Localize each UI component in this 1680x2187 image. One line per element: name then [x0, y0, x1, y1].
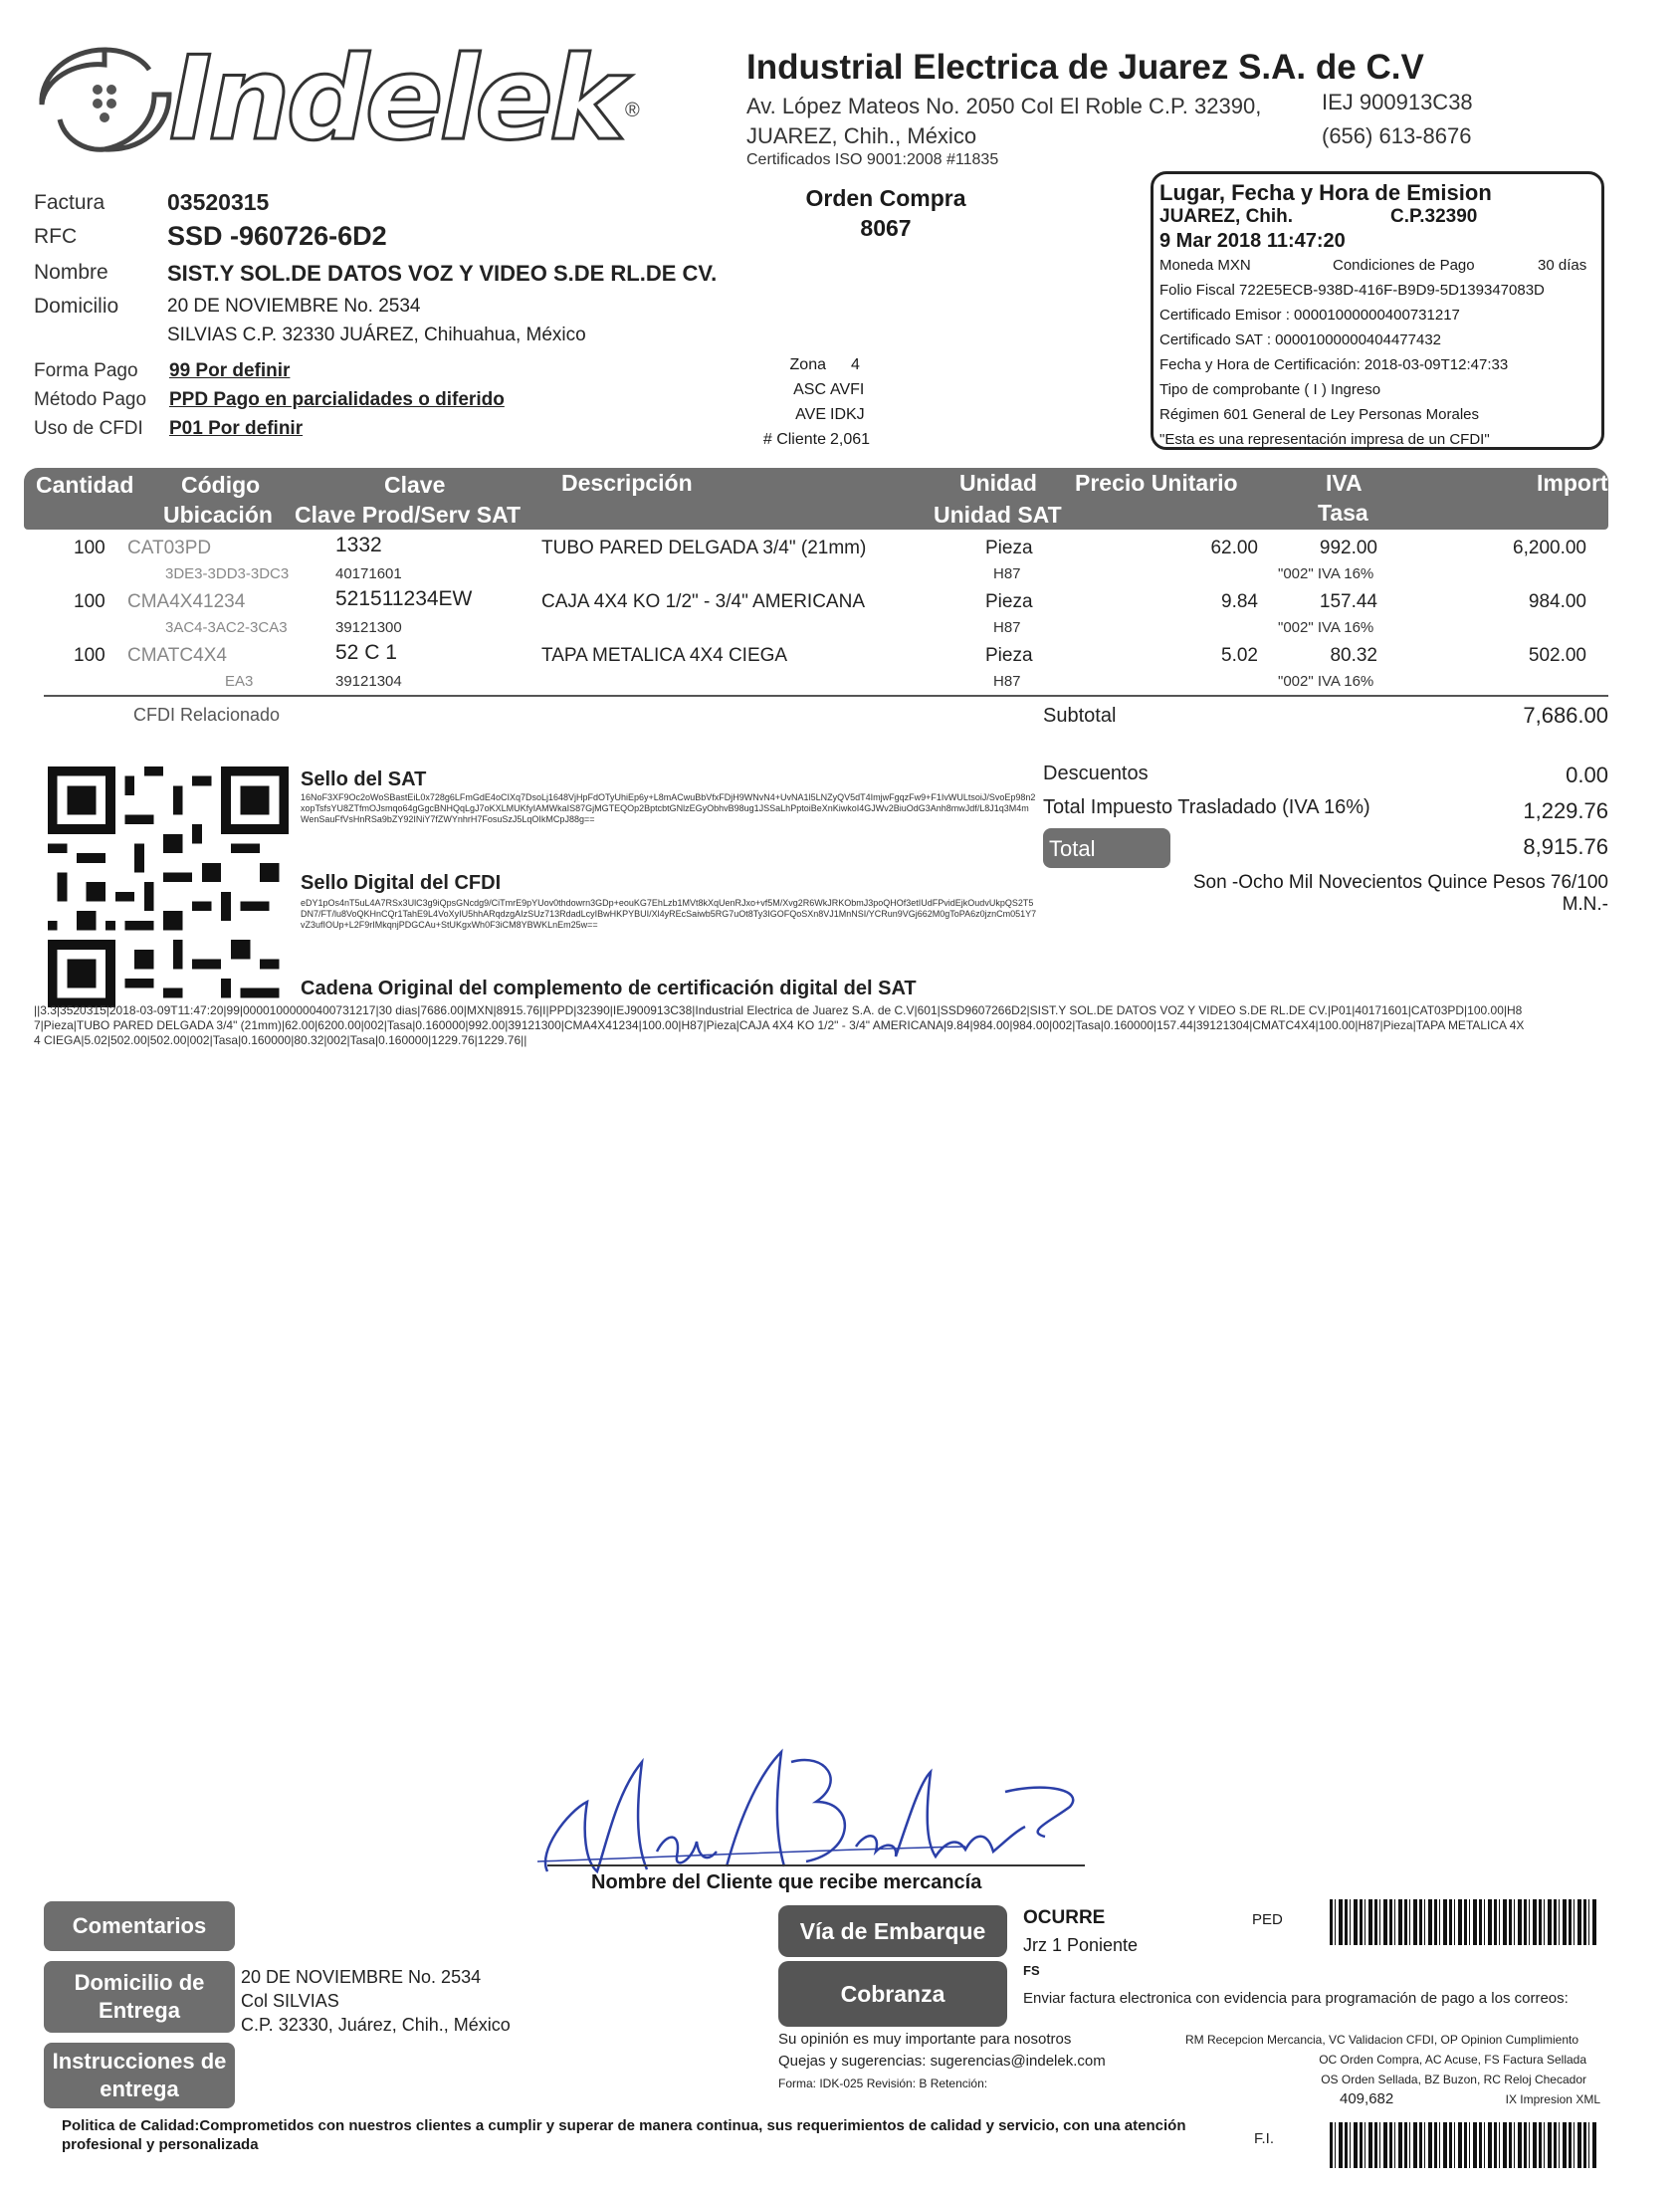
ocurre-text: OCURRE — [1023, 1907, 1106, 1928]
sello-sat-title: Sello del SAT — [301, 768, 427, 790]
factura-number: 03520315 — [167, 189, 270, 215]
row-codigo: CAT03PD — [127, 538, 212, 558]
row-clave: 521511234EW — [335, 587, 473, 610]
emision-lugar: JUAREZ, Chih. — [1159, 206, 1294, 227]
entrega-line1: 20 DE NOVIEMBRE No. 2534 — [241, 1967, 482, 1987]
row-codigo: CMA4X41234 — [127, 591, 246, 612]
moneda: Moneda MXN — [1159, 257, 1251, 274]
orden-compra-number: 8067 — [860, 215, 912, 241]
row-clave-sat: 39121304 — [335, 673, 402, 690]
cobranza-label: Cobranza — [778, 1961, 1007, 2027]
politica-calidad: Politica de Calidad:Comprometidos con nuestros clientes a cumplir y superar de manera continua, sus requerimientos de calidad y servicio, con una atención profesional y personalizada — [62, 2117, 1186, 2153]
representacion-impresa: "Esta es una representación impresa de un CFDI" — [1159, 431, 1490, 448]
quejas-text: Quejas y sugerencias: sugerencias@indelek.com — [778, 2053, 1106, 2070]
row-tasa: "002" IVA 16% — [1278, 673, 1374, 690]
header-precio-unitario: Precio Unitario — [1075, 470, 1238, 496]
via-embarque-label: Vía de Embarque — [778, 1905, 1007, 1957]
row-iva: 80.32 — [1330, 645, 1377, 666]
sello-cfdi-title: Sello Digital del CFDI — [301, 872, 502, 894]
fecha-certificacion: Fecha y Hora de Certificación: 2018-03-09T12:47:33 — [1159, 356, 1509, 373]
forma-pago-value: 99 Por definir — [169, 360, 291, 381]
row-iva: 992.00 — [1319, 538, 1377, 558]
row-unidad-sat: H87 — [993, 673, 1021, 690]
condiciones-dias: 30 días — [1538, 257, 1587, 274]
comentarios-label: Comentarios — [44, 1901, 235, 1951]
company-address-line2: JUAREZ, Chih., México — [746, 123, 977, 148]
row-unidad: Pieza — [985, 591, 1033, 612]
header-clave: Clave — [384, 472, 446, 498]
emision-title: Lugar, Fecha y Hora de Emision — [1159, 180, 1492, 205]
barcode-bottom — [1330, 2122, 1596, 2168]
row-ubicacion: 3DE3-3DD3-3DC3 — [165, 565, 290, 582]
rfc-label: RFC — [34, 225, 78, 248]
subtotal-value: 7,686.00 — [1523, 703, 1608, 728]
legend-os: OS Orden Sellada, BZ Buzon, RC Reloj Checador — [1321, 2073, 1586, 2086]
emision-box — [1151, 171, 1604, 450]
customer-name: SIST.Y SOL.DE DATOS VOZ Y VIDEO S.DE RL.DE CV. — [167, 261, 718, 286]
uso-cfdi-label: Uso de CFDI — [34, 418, 143, 439]
company-phone: (656) 613-8676 — [1322, 123, 1472, 148]
qr-code-icon — [44, 766, 293, 1007]
forma-pago-label: Forma Pago — [34, 360, 138, 381]
emision-fecha: 9 Mar 2018 11:47:20 — [1159, 230, 1346, 252]
enviar-factura-text: Enviar factura electronica con evidencia para programación de pago a los correos: — [1023, 1990, 1569, 2007]
barcode-top — [1330, 1899, 1596, 1945]
row-precio: 9.84 — [1221, 591, 1258, 612]
emision-cp: C.P.32390 — [1390, 206, 1478, 227]
cfdi-relacionado: CFDI Relacionado — [133, 705, 281, 725]
uso-cfdi-value: P01 Por definir — [169, 418, 304, 439]
row-tasa: "002" IVA 16% — [1278, 565, 1374, 582]
registered-mark: ® — [625, 100, 640, 121]
legend-rm: RM Recepcion Mercancia, VC Validacion CFDI, OP Opinion Cumplimiento — [1184, 2033, 1578, 2047]
impuesto-value: 1,229.76 — [1523, 798, 1608, 823]
row-precio: 62.00 — [1210, 538, 1258, 558]
folio-fiscal: Folio Fiscal 722E5ECB-938D-416F-B9D9-5D139347083D — [1159, 282, 1545, 299]
metodo-pago-label: Método Pago — [34, 389, 147, 410]
row-clave: 1332 — [335, 534, 382, 556]
certification-line: Certificados ISO 9001:2008 #11835 — [746, 151, 999, 168]
header-unidad: Unidad — [959, 470, 1037, 496]
ped-label: PED — [1252, 1911, 1283, 1928]
company-address-line1: Av. López Mateos No. 2050 Col El Roble C.P. 32390, — [746, 94, 1262, 118]
tipo-comprobante: Tipo de comprobante ( I ) Ingreso — [1159, 381, 1381, 398]
row-iva: 157.44 — [1319, 591, 1377, 612]
row-unidad: Pieza — [985, 645, 1033, 666]
row-precio: 5.02 — [1221, 645, 1258, 666]
header-tasa: Tasa — [1318, 500, 1368, 526]
table-row — [24, 643, 1608, 697]
asc-label: ASC — [793, 381, 826, 398]
row-cantidad: 100 — [74, 591, 105, 612]
row-tasa: "002" IVA 16% — [1278, 619, 1374, 636]
legend-ix: IX Impresion XML — [1505, 2092, 1600, 2106]
header-ubicacion: Ubicación — [163, 502, 273, 528]
legend-oc: OC Orden Compra, AC Acuse, FS Factura Sellada — [1319, 2053, 1586, 2067]
row-codigo: CMATC4X4 — [127, 645, 227, 666]
total-label: Total — [1049, 836, 1096, 861]
zona-value: 4 — [851, 356, 860, 373]
company-rfc: IEJ 900913C38 — [1322, 90, 1473, 114]
indelek-swirl-logo-icon — [30, 40, 179, 159]
domicilio-label: Domicilio — [34, 295, 119, 318]
descuentos-value: 0.00 — [1566, 763, 1608, 787]
handwritten-signature — [527, 1732, 1105, 1881]
total-label-pill — [1043, 828, 1170, 868]
customer-rfc: SSD -960726-6D2 — [167, 221, 387, 251]
row-ubicacion: 3AC4-3AC2-3CA3 — [165, 619, 288, 636]
row-clave-sat: 39121300 — [335, 619, 402, 636]
entrega-line2: Col SILVIAS — [241, 1991, 339, 2011]
items-table-body — [24, 536, 1608, 695]
header-clave-prod: Clave Prod/Serv SAT — [295, 502, 522, 528]
certificado-emisor: Certificado Emisor : 00001000000400731217 — [1159, 307, 1460, 324]
ave-label: AVE — [795, 406, 826, 423]
header-iva: IVA — [1326, 470, 1363, 496]
forma-revision-text: Forma: IDK-025 Revisión: B Retención: — [778, 2077, 988, 2090]
row-importe: 502.00 — [1528, 645, 1586, 666]
entrega-line3: C.P. 32330, Juárez, Chih., México — [241, 2015, 511, 2035]
certificado-sat: Certificado SAT : 00001000000404477432 — [1159, 331, 1442, 348]
customer-address-line1: 20 DE NOVIEMBRE No. 2534 — [167, 296, 421, 317]
condiciones-pago-label: Condiciones de Pago — [1333, 257, 1475, 274]
total-en-letra: Son -Ocho Mil Novecientos Quince Pesos 76/100 M.N.- — [1192, 872, 1608, 915]
signature-caption: Nombre del Cliente que recibe mercancía — [591, 1871, 982, 1893]
sello-sat-text: 16NoF3XF9Oc2oWoSBastEiL0x728g6LFmGdE4oCIXq7DsoLj1648VjHpFdOTyUhiEp6y+L8mACwuBbVfxFDjH9WNvN4+UvNA1l5LNZyQV5dT4ImjwFgqzFw9+F1IvWULtsoiJ/SvoEp98n2xopTsfsYU8ZTfmOJsmqo64gGgcBNHQqLgJ7oKXLMUKfyIAMWkaIS87GjMGTEQOp2BptcbtGNlzEGyObhvB98ug1JSSaLhPptoiBeXnKiwkoI4GJWv2BiuOdG3Anh8mwJdf/L8J1q3M4mWenSauFfVsHnRSa9bZY92INiY7fZWYnhrH7FosuSzJ5LqOIkMCpJ88g== — [301, 792, 1036, 824]
zona-label: Zona — [789, 356, 826, 373]
header-unidad-sat: Unidad SAT — [934, 502, 1062, 528]
total-value: 8,915.76 — [1523, 834, 1608, 859]
row-cantidad: 100 — [74, 538, 105, 558]
row-clave-sat: 40171601 — [335, 565, 402, 582]
domicilio-entrega-label: Domicilio de Entrega — [44, 1961, 235, 2033]
fs-text: FS — [1023, 1963, 1040, 1978]
regimen: Régimen 601 General de Ley Personas Morales — [1159, 406, 1480, 423]
cliente-value: 2,061 — [830, 431, 871, 448]
row-unidad: Pieza — [985, 538, 1033, 558]
asc-value: AVFI — [830, 381, 865, 398]
subtotal-label: Subtotal — [1043, 705, 1117, 727]
jrz-poniente-text: Jrz 1 Poniente — [1023, 1935, 1139, 1955]
customer-address-line2: SILVIAS C.P. 32330 JUÁREZ, Chihuahua, México — [167, 325, 586, 345]
nombre-label: Nombre — [34, 261, 108, 284]
company-name: Industrial Electrica de Juarez S.A. de C.V — [746, 48, 1424, 87]
table-row — [24, 536, 1608, 589]
impuesto-label: Total Impuesto Trasladado (IVA 16%) — [1043, 796, 1370, 818]
row-unidad-sat: H87 — [993, 565, 1021, 582]
cliente-label: # Cliente — [762, 431, 826, 448]
factura-label: Factura — [34, 191, 105, 214]
header-cantidad: Cantidad — [36, 472, 134, 498]
row-importe: 984.00 — [1528, 591, 1586, 612]
signature-line — [547, 1864, 1085, 1866]
orden-compra-label: Orden Compra — [805, 185, 966, 211]
descuentos-label: Descuentos — [1043, 763, 1149, 784]
ave-value: IDKJ — [830, 406, 865, 423]
row-importe: 6,200.00 — [1513, 538, 1586, 558]
header-codigo: Código — [181, 472, 261, 498]
header-importe: Importe — [1537, 470, 1621, 496]
row-unidad-sat: H87 — [993, 619, 1021, 636]
header-descripcion: Descripción — [561, 470, 693, 496]
opinion-text: Su opinión es muy importante para nosotros — [778, 2031, 1072, 2048]
row-descripcion: TUBO PARED DELGADA 3/4" (21mm) — [541, 538, 867, 558]
metodo-pago-value: PPD Pago en parcialidades o diferido — [169, 389, 505, 410]
sello-cfdi-text: eDY1pOs4nT5uL4A7RSx3UlC3g9iQpsGNcdg9/CiTmrE9pYUov0thdowrn3GDp+eouKG7EhLzb1MVt8kXqUenRJxo+vf5M/Xvg2R6WkJRKObmJ3poQHOf3etIUdFPvidEjkOudvUkpQS2T5DN7/FT/lu8VoQKHnCQr1TahE9L4VoXyIU5hhARqdzgAIzSUz713RdadLcyIBwHKPYBUI/Xl4yREcSaiwb5RG7uOt8Ty3IGOFQoSXn8VJ1MnNSI/YCRun9VGj662M0gToPA6z0jznCm051Y7vZ3ufIOUp+L2F9rIMkqnjPDGCAu+StUKgxWh0F3iCM8YBWKLnEm25w== — [301, 898, 1037, 930]
table-bottom-divider — [44, 695, 1608, 697]
row-descripcion: CAJA 4X4 KO 1/2" - 3/4" AMERICANA — [541, 591, 866, 612]
fi-label: F.I. — [1254, 2130, 1275, 2147]
row-ubicacion: EA3 — [225, 673, 254, 690]
cadena-original-text: ||3.3|3520315|2018-03-09T11:47:20|99|00001000000400731217|30 dias|7686.00|MXN|8915.76|I|PPD|32390|IEJ900913C38|Industrial Electrica de Juarez S.A. de C.V|601|SSD9607266D2|SIST.Y SOL.DE DATOS VOZ Y VIDEO S.DE RL.DE CV.|P01|40171601|CAT03PD|100.00|H87|Pieza|TUBO PARED DELGADA 3/4" (21mm)|62.00|6200.00|002|Tasa|0.160000|992.00|39121300|CMA4X41234|100.00|H87|Pieza|CAJA 4X4 KO 1/2" - 3/4" AMERICANA|9.84|984.00|984.00|002|Tasa|0.160000|157.44|39121304|CMATC4X4|100.00|H87|Pieza|TAPA METALICA 4X4 CIEGA|5.02|502.00|502.00|002|Tasa|0.160000|80.32|002|Tasa|0.160000|1229.76|1229.76|| — [34, 1003, 1525, 1047]
instrucciones-entrega-label: Instrucciones de entrega — [44, 2043, 235, 2108]
row-clave: 52 C 1 — [335, 641, 397, 664]
table-row — [24, 589, 1608, 643]
cadena-original-title: Cadena Original del complemento de certificación digital del SAT — [301, 978, 917, 999]
brand-logo-text: Indelek — [169, 32, 623, 166]
row-descripcion: TAPA METALICA 4X4 CIEGA — [541, 645, 788, 666]
folio-number: 409,682 — [1340, 2090, 1394, 2107]
row-cantidad: 100 — [74, 645, 105, 666]
items-table-header — [24, 468, 1621, 530]
